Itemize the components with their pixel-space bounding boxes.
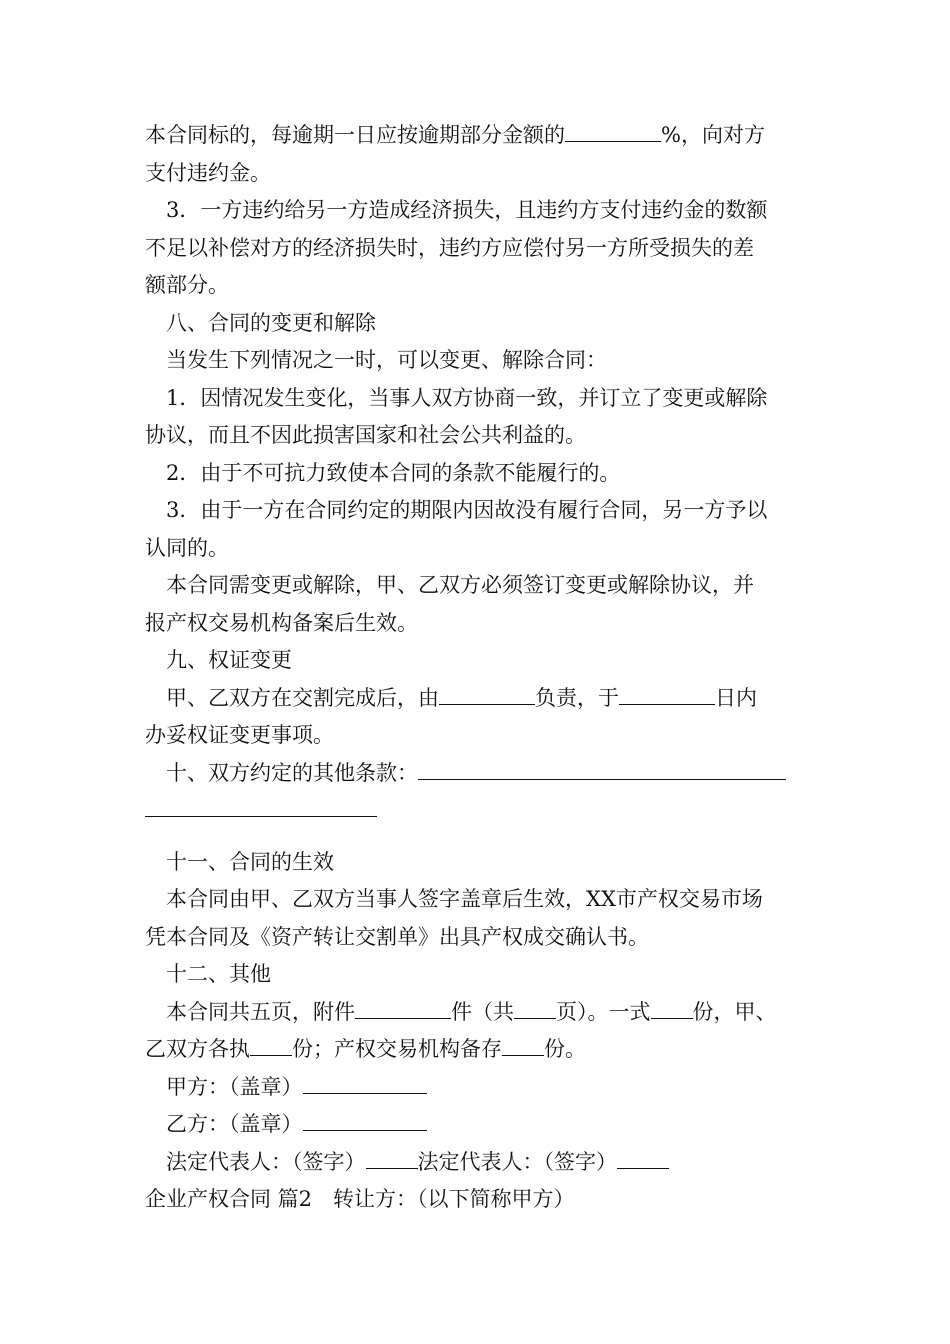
clause-item (145, 192, 810, 230)
blank-field (303, 1071, 427, 1094)
text-line (145, 1031, 810, 1069)
blank-field (439, 682, 535, 705)
signature-line-party-a (145, 1069, 810, 1107)
section-heading (145, 305, 810, 343)
heading-text: 九、权证变更 (166, 648, 292, 672)
text-segment: 办妥权证变更事项。 (145, 723, 334, 747)
text-segment: 支付违约金。 (145, 160, 271, 185)
heading-text: 八、合同的变更和解除 (166, 310, 376, 335)
text-line (145, 881, 810, 919)
text-segment: 协议，而且不因此损害国家和社会公共利益的。 (145, 423, 586, 447)
text-line (145, 605, 810, 643)
text-segment: 企业产权合同 篇2 转让方：（以下简称甲方） (145, 1187, 575, 1211)
text-line (145, 919, 810, 957)
heading-text: 十、双方约定的其他条款： (166, 760, 418, 785)
text-segment: 本合同标的，每逾期一日应按逾期部分金额的 (145, 123, 565, 147)
blank-field (303, 1108, 427, 1131)
text-segment: 法定代表人：（签字） (166, 1149, 366, 1174)
signature-line-party-b (145, 1106, 810, 1144)
blank-field (617, 1146, 669, 1169)
text-segment: 份；产权交易机构备存 (292, 1037, 502, 1061)
text-line (145, 417, 810, 455)
blank-field (418, 757, 786, 780)
clause-item (145, 380, 810, 418)
clause-item (145, 455, 810, 493)
text-line (145, 117, 810, 155)
signature-line-representatives (145, 1144, 810, 1182)
text-line (145, 717, 810, 755)
text-segment: 当发生下列情况之一时，可以变更、解除合同： (166, 348, 607, 372)
text-segment: 不足以补偿对方的经济损失时，违约方应偿付另一方所受损失的差 (145, 235, 754, 260)
text-segment: 负责，于 (535, 685, 619, 710)
text-segment: 3．由于一方在合同约定的期限内因故没有履行合同，另一方予以 (166, 498, 768, 522)
text-segment: 件（共 (451, 999, 514, 1024)
blank-field (514, 996, 556, 1019)
blank-field (366, 1146, 418, 1169)
text-line (145, 342, 810, 380)
text-segment: 2．由于不可抗力致使本合同的条款不能履行的。 (166, 460, 621, 485)
text-segment: 1．因情况发生变化，当事人双方协商一致，并订立了变更或解除 (166, 385, 768, 410)
text-segment: %，向对方 (661, 123, 765, 147)
text-segment: 法定代表人：（签字） (417, 1149, 617, 1174)
blank-field (502, 1033, 544, 1056)
text-segment: 份。 (544, 1037, 586, 1061)
text-line (145, 530, 810, 568)
text-segment: 乙方：（盖章） (166, 1112, 303, 1136)
text-segment: 认同的。 (145, 535, 229, 560)
blank-field (565, 119, 661, 142)
section-heading (145, 844, 810, 882)
text-segment: 甲、乙双方在交割完成后，由 (166, 685, 439, 710)
text-segment: 3．一方违约给另一方造成经济损失，且违约方支付违约金的数额 (166, 198, 768, 222)
spacer (145, 830, 810, 844)
text-line (145, 994, 810, 1032)
text-segment: 凭本合同及《资产转让交割单》出具产权成交确认书。 (145, 924, 649, 949)
text-line (145, 1181, 810, 1219)
text-line (145, 155, 810, 193)
text-line (145, 792, 810, 830)
blank-field (619, 682, 715, 705)
text-line (145, 230, 810, 268)
text-segment: 乙双方各执 (145, 1037, 250, 1061)
text-segment: 日内 (715, 685, 757, 710)
blank-field (651, 996, 693, 1019)
heading-text: 十二、其他 (166, 962, 271, 986)
blank-field (145, 794, 377, 817)
blank-field (250, 1033, 292, 1056)
text-segment: 页）。一式 (556, 999, 651, 1024)
contract-text (145, 117, 810, 1219)
text-line (145, 267, 810, 305)
text-segment: 报产权交易机构备案后生效。 (145, 610, 418, 635)
text-segment: 份，甲、 (692, 999, 777, 1024)
text-segment: 额部分。 (145, 273, 229, 297)
clause-item (145, 492, 810, 530)
heading-text: 十一、合同的生效 (166, 849, 334, 874)
text-segment: 本合同共五页，附件 (166, 999, 355, 1024)
text-line (145, 680, 810, 718)
section-heading (145, 956, 810, 994)
text-segment: 本合同需变更或解除，甲、乙双方必须签订变更或解除协议，并 (166, 573, 754, 597)
section-heading (145, 642, 810, 680)
text-line (145, 567, 810, 605)
text-segment: 甲方：（盖章） (166, 1074, 303, 1099)
blank-field (355, 996, 451, 1019)
section-heading (145, 755, 810, 793)
text-segment: 本合同由甲、乙双方当事人签字盖章后生效，XX市产权交易市场 (166, 887, 763, 911)
